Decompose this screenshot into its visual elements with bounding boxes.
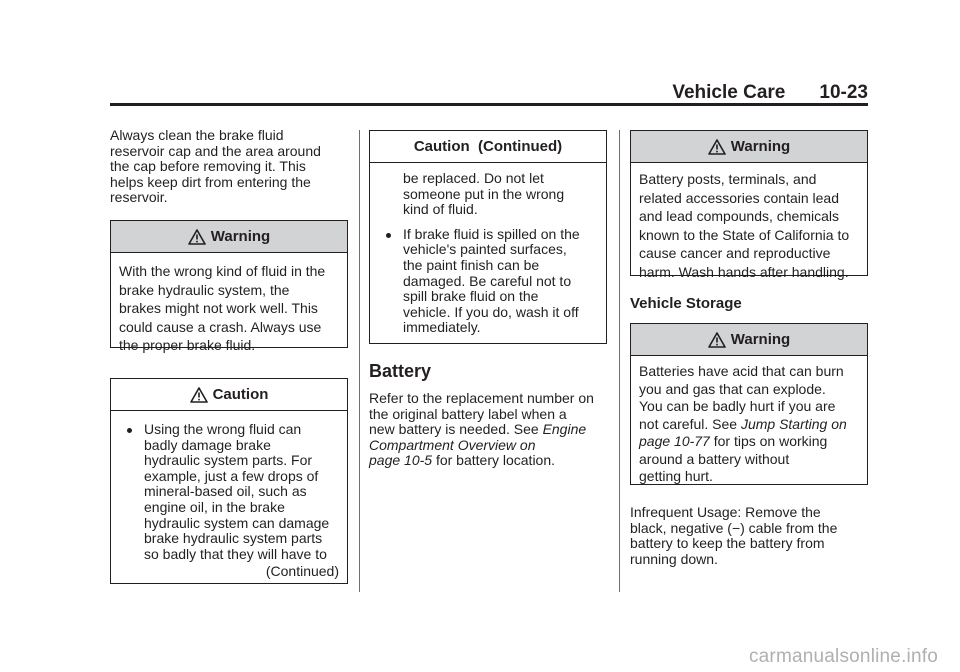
- battery-line: [369, 438, 619, 454]
- battery-line: [369, 453, 619, 469]
- warning-header: [631, 324, 867, 356]
- caution-line: brake hydraulic system parts: [144, 530, 323, 547]
- warning-line: Battery posts, terminals, and: [639, 171, 817, 187]
- battery-acid-warning-box: [630, 323, 868, 485]
- header-rule: [110, 103, 868, 106]
- battery-text: new battery is needed. See: [369, 421, 543, 438]
- engine-compartment-reference: Compartment Overview on: [369, 436, 536, 453]
- caution-continued-header: [370, 131, 606, 163]
- caution-triangle-icon: [190, 387, 208, 403]
- warning-title: Warning: [210, 228, 271, 245]
- caution-line: hydraulic system parts. For: [144, 452, 313, 469]
- usage-line: running down.: [630, 550, 718, 567]
- warning-line: getting hurt.: [639, 468, 713, 484]
- warning-body: [631, 163, 867, 281]
- column-divider-2: [619, 130, 620, 592]
- warning-header: [111, 221, 347, 253]
- warning-line: related accessories contain lead: [639, 189, 840, 206]
- warning-triangle-icon: [188, 229, 206, 245]
- battery-line: [369, 422, 619, 438]
- warning-line: You can be badly hurt if you are: [639, 398, 836, 414]
- engine-compartment-reference: Engine: [542, 421, 587, 438]
- warning-triangle-icon: [708, 139, 726, 155]
- caution-line: mineral-based oil, such as: [144, 483, 307, 500]
- warning-title: Warning: [730, 138, 791, 155]
- warning-line: could cause a crash. Always use: [119, 318, 322, 335]
- caution-line: Using the wrong fluid can: [144, 421, 302, 437]
- warning-line: brake hydraulic system, the: [119, 281, 290, 298]
- brake-fluid-warning-box: [110, 220, 348, 353]
- caution-continued-body: [370, 163, 606, 336]
- header-page-number: 10-23: [819, 82, 868, 103]
- caution-line: vehicle's painted surfaces,: [403, 241, 567, 258]
- warning-line: [639, 433, 859, 451]
- caution-line: someone put in the wrong: [403, 185, 565, 202]
- engine-compartment-page-reference: page 10-5: [369, 452, 433, 469]
- warning-text: not careful. See: [639, 415, 741, 432]
- caution-line: damaged. Be careful not to: [403, 272, 572, 289]
- usage-line: battery to keep the battery from: [630, 535, 825, 552]
- header-section: Vehicle Care: [672, 82, 786, 103]
- warning-line: With the wrong kind of fluid in the: [119, 263, 326, 279]
- warning-body: [111, 253, 347, 355]
- column-divider-1: [359, 130, 360, 592]
- jump-starting-page-reference: page 10-77: [639, 433, 710, 449]
- caution-header: [111, 379, 347, 411]
- brake-fluid-caution-box: [110, 378, 348, 584]
- warning-line: known to the State of California to: [639, 226, 850, 243]
- warning-line: and lead compounds, chemicals: [639, 208, 840, 224]
- warning-line: harm. Wash hands after handling.: [639, 263, 849, 280]
- battery-text: for battery location.: [432, 452, 556, 469]
- caution-line: hydraulic system can damage: [144, 514, 330, 531]
- battery-lead-warning-box: [630, 130, 868, 280]
- caution-line: example, just a few drops of: [144, 467, 319, 484]
- intro-line: reservoir.: [110, 189, 168, 206]
- caution-line: spill brake fluid on the: [403, 288, 539, 305]
- intro-line: Always clean the brake fluid: [110, 127, 284, 143]
- warning-line: [639, 416, 859, 434]
- watermark: carmanualsonline.info: [748, 646, 938, 667]
- caution-bullet-item: [378, 227, 598, 336]
- caution-line: badly damage brake: [144, 436, 271, 453]
- warning-title: Warning: [730, 331, 791, 348]
- caution-line: kind of fluid.: [403, 201, 478, 218]
- jump-starting-reference: Jump Starting on: [740, 415, 847, 432]
- battery-line: Refer to the replacement number on: [369, 390, 594, 406]
- warning-line: brakes might not work well. This: [119, 300, 318, 316]
- caution-line: be replaced. Do not let: [403, 170, 544, 186]
- warning-line: the proper brake fluid.: [119, 337, 256, 353]
- caution-continued-text: [378, 171, 598, 218]
- intro-line: the cap before removing it. This: [110, 158, 306, 175]
- warning-line: cause cancer and reproductive: [639, 245, 831, 261]
- caution-line: If brake fluid is spilled on the: [403, 225, 580, 242]
- warning-line: you and gas that can explode.: [639, 380, 826, 397]
- usage-line: black, negative (−) cable from the: [630, 519, 838, 536]
- caution-continued-box: [369, 130, 607, 344]
- vehicle-storage-title: Vehicle Storage: [630, 295, 742, 312]
- caution-continued-title: Caution (Continued): [413, 138, 563, 155]
- caution-line: immediately.: [403, 319, 481, 336]
- caution-line: vehicle. If you do, wash it off: [403, 303, 579, 320]
- warning-body: [631, 356, 867, 486]
- caution-body: [111, 411, 347, 580]
- intro-line: helps keep dirt from entering the: [110, 173, 311, 190]
- brake-fluid-intro: [110, 128, 350, 206]
- warning-triangle-icon: [708, 332, 726, 348]
- caution-continued-label: (Continued): [265, 563, 339, 580]
- caution-line: engine oil, in the brake: [144, 498, 285, 515]
- intro-line: reservoir cap and the area around: [110, 142, 321, 159]
- caution-line: the paint finish can be: [403, 256, 540, 273]
- infrequent-usage-paragraph: [630, 505, 870, 567]
- battery-line: the original battery label when a: [369, 405, 567, 422]
- caution-line: so badly that they will have to: [144, 545, 327, 562]
- warning-header: [631, 131, 867, 163]
- battery-section-title: Battery: [369, 361, 432, 381]
- warning-line: Batteries have acid that can burn: [639, 363, 844, 379]
- caution-bullet-item: [119, 422, 339, 562]
- usage-line: Infrequent Usage: Remove the: [630, 504, 821, 520]
- warning-line: around a battery without: [639, 450, 790, 467]
- header-text: [672, 82, 868, 104]
- caution-title: Caution: [212, 386, 269, 403]
- warning-text: for tips on working: [709, 433, 828, 449]
- battery-paragraph: [369, 391, 619, 469]
